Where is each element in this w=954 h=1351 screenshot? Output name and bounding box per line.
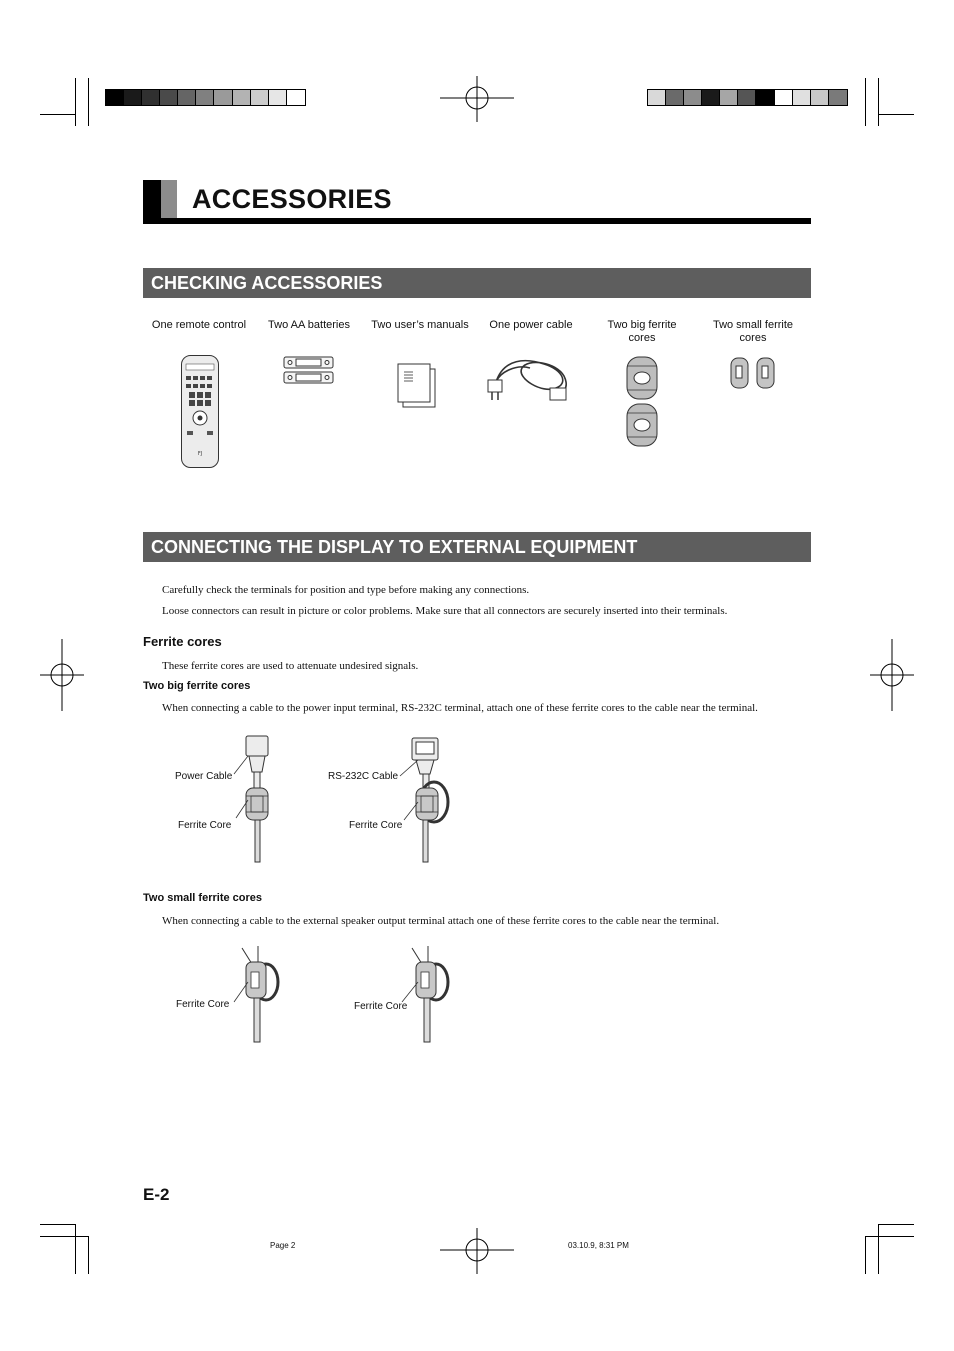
accessory-label-power-cable: One power cable (489, 319, 573, 331)
small-ferrite-cores-icon (728, 356, 778, 390)
color-bar-left-swatch-4 (178, 90, 196, 105)
page-number: E-2 (143, 1185, 170, 1204)
color-bar-right-swatch-6 (756, 90, 774, 105)
footer-page-label: Page 2 (270, 1241, 296, 1250)
color-bar-left-swatch-6 (214, 90, 232, 105)
ferrite-core-label-2: Ferrite Core (349, 820, 403, 831)
ferrite-core-label-4: Ferrite Core (354, 1001, 408, 1012)
small-ferrite-heading: Two small ferrite cores (143, 892, 263, 904)
color-bar-left-swatch-10 (287, 90, 305, 105)
page-title-block (143, 180, 811, 224)
color-bar-left (105, 89, 306, 106)
title-accent-grey (161, 180, 177, 218)
power-cable-icon (486, 354, 574, 408)
connecting-para-1: Carefully check the terminals for position and type before making any connections. (162, 584, 530, 596)
big-ferrite-cores-icon (624, 354, 660, 450)
color-bar-left-swatch-5 (196, 90, 214, 105)
user-manuals-icon (397, 363, 439, 409)
big-ferrite-diagram (230, 732, 470, 868)
color-bar-left-swatch-9 (269, 90, 287, 105)
small-ferrite-text: When connecting a cable to the external speaker output terminal attach one of these ferrite cores to the cable near the terminal. (162, 915, 720, 927)
color-bar-left-swatch-0 (106, 90, 124, 105)
color-bar-right-swatch-3 (702, 90, 720, 105)
color-bar-left-swatch-7 (233, 90, 251, 105)
color-bar-left-swatch-8 (251, 90, 269, 105)
color-bar-right-swatch-2 (684, 90, 702, 105)
color-bar-right-swatch-9 (811, 90, 829, 105)
remote-control-icon (180, 354, 220, 470)
color-bar-right-swatch-1 (666, 90, 684, 105)
connecting-para-2: Loose connectors can result in picture or color problems. Make sure that all connectors are securely inserted into their terminals. (162, 605, 728, 617)
color-bar-left-swatch-2 (142, 90, 160, 105)
footer-timestamp: 03.10.9, 8:31 PM (568, 1241, 629, 1250)
section-heading-connecting: CONNECTING THE DISPLAY TO EXTERNAL EQUIPMENT (143, 532, 811, 562)
color-bar-left-swatch-3 (160, 90, 178, 105)
accessory-label-big-ferrite: Two big ferrite cores (607, 319, 677, 344)
ferrite-cores-heading: Ferrite cores (143, 634, 222, 649)
aa-batteries-icon (283, 356, 335, 386)
ferrite-intro-text: These ferrite cores are used to attenuate undesired signals. (162, 660, 419, 672)
svg-text:FJ: FJ (197, 451, 203, 457)
accessory-label-batteries: Two AA batteries (268, 319, 350, 331)
title-rule (143, 218, 811, 224)
rs232c-cable-label: RS-232C Cable (328, 771, 399, 782)
accessory-label-manuals: Two user’s manuals (371, 319, 469, 331)
page-title: ACCESSORIES (192, 184, 392, 214)
big-ferrite-text: When connecting a cable to the power input terminal, RS-232C terminal, attach one of these ferrite cores to the cable near the terminal. (162, 702, 758, 714)
small-ferrite-diagram (230, 944, 470, 1046)
color-bar-right (647, 89, 848, 106)
accessory-label-remote: One remote control (151, 319, 247, 331)
accessory-label-small-ferrite: Two small ferrite cores (712, 319, 794, 344)
section-heading-checking: CHECKING ACCESSORIES (143, 268, 811, 298)
color-bar-left-swatch-1 (124, 90, 142, 105)
color-bar-right-swatch-0 (648, 90, 666, 105)
ferrite-core-label-3: Ferrite Core (176, 999, 230, 1010)
power-cable-label: Power Cable (175, 771, 233, 782)
color-bar-right-swatch-10 (829, 90, 847, 105)
color-bar-right-swatch-4 (720, 90, 738, 105)
color-bar-right-swatch-7 (775, 90, 793, 105)
color-bar-right-swatch-5 (738, 90, 756, 105)
color-bar-right-swatch-8 (793, 90, 811, 105)
ferrite-core-label-1: Ferrite Core (178, 820, 232, 831)
big-ferrite-heading: Two big ferrite cores (143, 680, 251, 692)
